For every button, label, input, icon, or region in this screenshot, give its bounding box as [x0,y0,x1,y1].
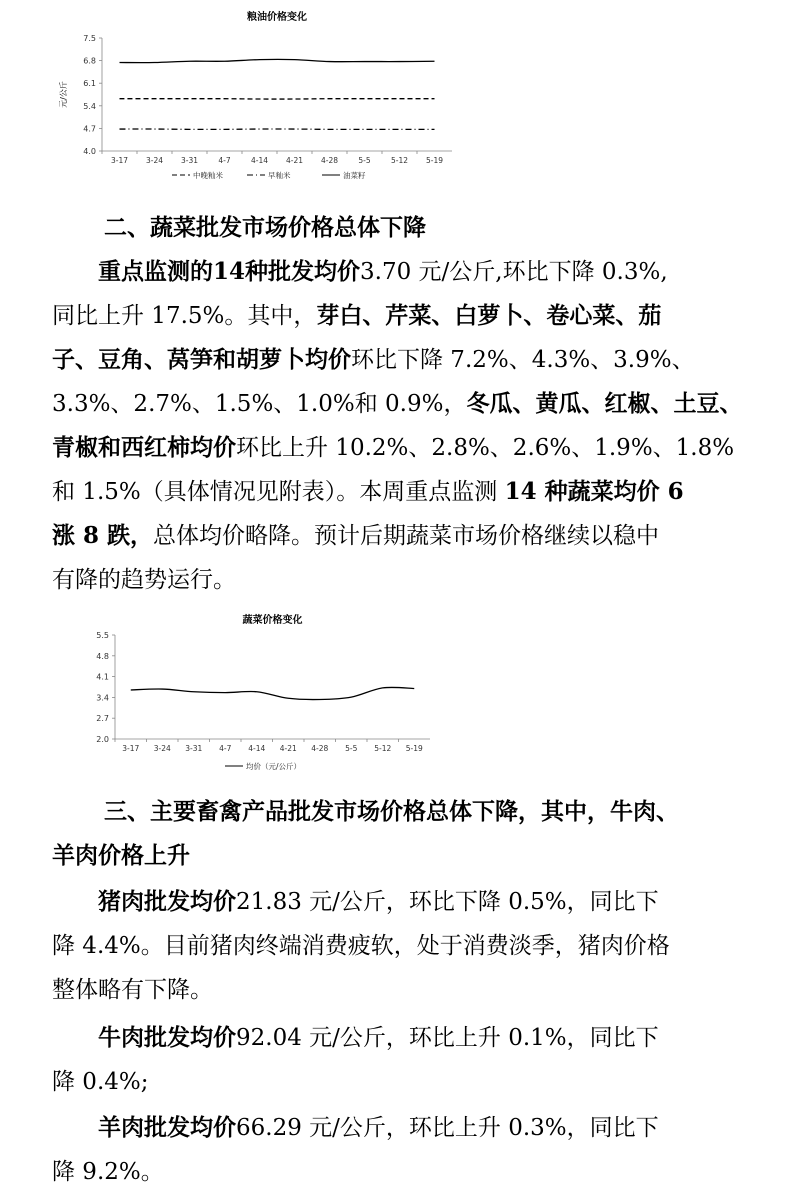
bold-text: 重点监测的14种批发均价 [98,258,360,285]
text: 21.83 元/公斤，环比下降 0.5%，同比下 [236,889,659,915]
bold-text: 14 种蔬菜均价 6 [505,478,684,505]
para-line [52,1016,752,1060]
legend-label: 均价（元/公斤） [246,761,301,771]
x-tick-label: 3-24 [154,744,171,753]
y-tick-label: 3.4 [96,693,109,702]
x-tick-label: 5-19 [426,156,443,165]
y-tick-label: 6.8 [83,57,96,66]
series-line-油菜籽 [120,59,435,62]
x-tick-label: 4-28 [321,156,338,165]
text: 降 9.2%。 [52,1159,164,1185]
text: 降 0.4%; [52,1069,149,1095]
x-tick-label: 5-19 [406,744,423,753]
y-tick-label: 2.0 [96,735,109,744]
x-tick-label: 5-5 [345,744,357,753]
series-line-均价（元/公斤） [131,687,415,699]
mutton-paragraph [52,1106,752,1194]
text: 3.3%、2.7%、1.5%、1.0%和 0.9%， [52,391,466,417]
section2-heading: 二、蔬菜批发市场价格总体下降 [104,206,426,250]
para-line [52,338,752,382]
y-tick-label: 5.5 [96,631,109,640]
x-tick-label: 3-17 [111,156,128,165]
para-line [52,558,752,602]
para-line [52,924,752,968]
bold-text: 羊肉批发均价 [98,1114,236,1141]
para-line [52,1106,752,1150]
legend-label: 油菜籽 [343,170,366,180]
para-line [52,1150,752,1194]
text: 有降的趋势运行。 [52,567,236,593]
bold-text: 青椒和西红柿均价 [52,434,236,461]
text: 3.70 元/公斤,环比下降 0.3%, [360,259,668,285]
x-tick-label: 4-14 [248,744,265,753]
bold-text: 猪肉批发均价 [98,888,236,915]
section3-heading-line1: 三、主要畜禽产品批发市场价格总体下降，其中，牛肉、 [104,790,679,834]
x-tick-label: 4-21 [286,156,303,165]
y-tick-label: 4.1 [96,673,109,682]
y-axis-label: 元/公斤 [58,81,68,108]
para-line [52,968,752,1012]
para-line [52,514,752,558]
text: 92.04 元/公斤，环比上升 0.1%，同比下 [236,1025,659,1051]
section3-heading-line2: 羊肉价格上升 [52,834,190,878]
para-line [52,470,752,514]
y-tick-label: 4.0 [83,147,96,156]
para-line [52,382,752,426]
text: 降 4.4%。目前猪肉终端消费疲软，处于消费淡季，猪肉价格 [52,933,670,959]
text: 环比上升 10.2%、2.8%、2.6%、1.9%、1.8% [236,435,734,461]
bold-text: 子、豆角、莴笋和胡萝卜均价 [52,346,351,373]
text: 环比下降 7.2%、4.3%、3.9%、 [351,347,695,373]
para-line [52,250,752,294]
chart-title: 蔬菜价格变化 [242,613,303,626]
text: 总体均价略降。预计后期蔬菜市场价格继续以稳中 [153,523,659,549]
para-line [52,294,752,338]
y-tick-label: 6.1 [83,79,96,88]
y-tick-label: 5.4 [83,102,96,111]
x-tick-label: 3-17 [122,744,139,753]
grain-oil-price-chart [52,0,472,190]
text: 66.29 元/公斤，环比上升 0.3%，同比下 [236,1115,659,1141]
y-tick-label: 7.5 [83,34,96,43]
bold-text: 涨 8 跌， [52,522,153,549]
legend-label: 中晚籼米 [193,170,223,180]
x-tick-label: 5-12 [391,156,408,165]
text: 同比上升 17.5%。其中， [52,303,316,329]
text: 整体略有下降。 [52,977,213,1003]
pork-paragraph [52,880,752,1012]
y-tick-label: 2.7 [96,714,109,723]
vegetable-price-chart [100,610,440,780]
x-tick-label: 4-21 [280,744,297,753]
x-tick-label: 3-24 [146,156,163,165]
x-tick-label: 4-7 [218,156,230,165]
beef-paragraph [52,1016,752,1104]
para-line [52,1060,752,1104]
bold-text: 芽白、芹菜、白萝卜、卷心菜、茄 [316,302,661,329]
x-tick-label: 4-7 [219,744,231,753]
vegetable-paragraph [52,250,752,602]
para-line [52,880,752,924]
y-tick-label: 4.8 [96,652,109,661]
x-tick-label: 3-31 [185,744,202,753]
text: 和 1.5%（具体情况见附表）。本周重点监测 [52,479,505,505]
chart-title: 粮油价格变化 [247,10,307,23]
bold-text: 冬瓜、黄瓜、红椒、土豆、 [466,390,742,417]
legend-label: 早籼米 [268,170,291,180]
y-tick-label: 4.7 [83,124,96,133]
bold-text: 牛肉批发均价 [98,1024,236,1051]
x-tick-label: 3-31 [181,156,198,165]
x-tick-label: 4-14 [251,156,268,165]
x-tick-label: 5-5 [358,156,370,165]
para-line [52,426,752,470]
x-tick-label: 4-28 [311,744,328,753]
x-tick-label: 5-12 [374,744,391,753]
